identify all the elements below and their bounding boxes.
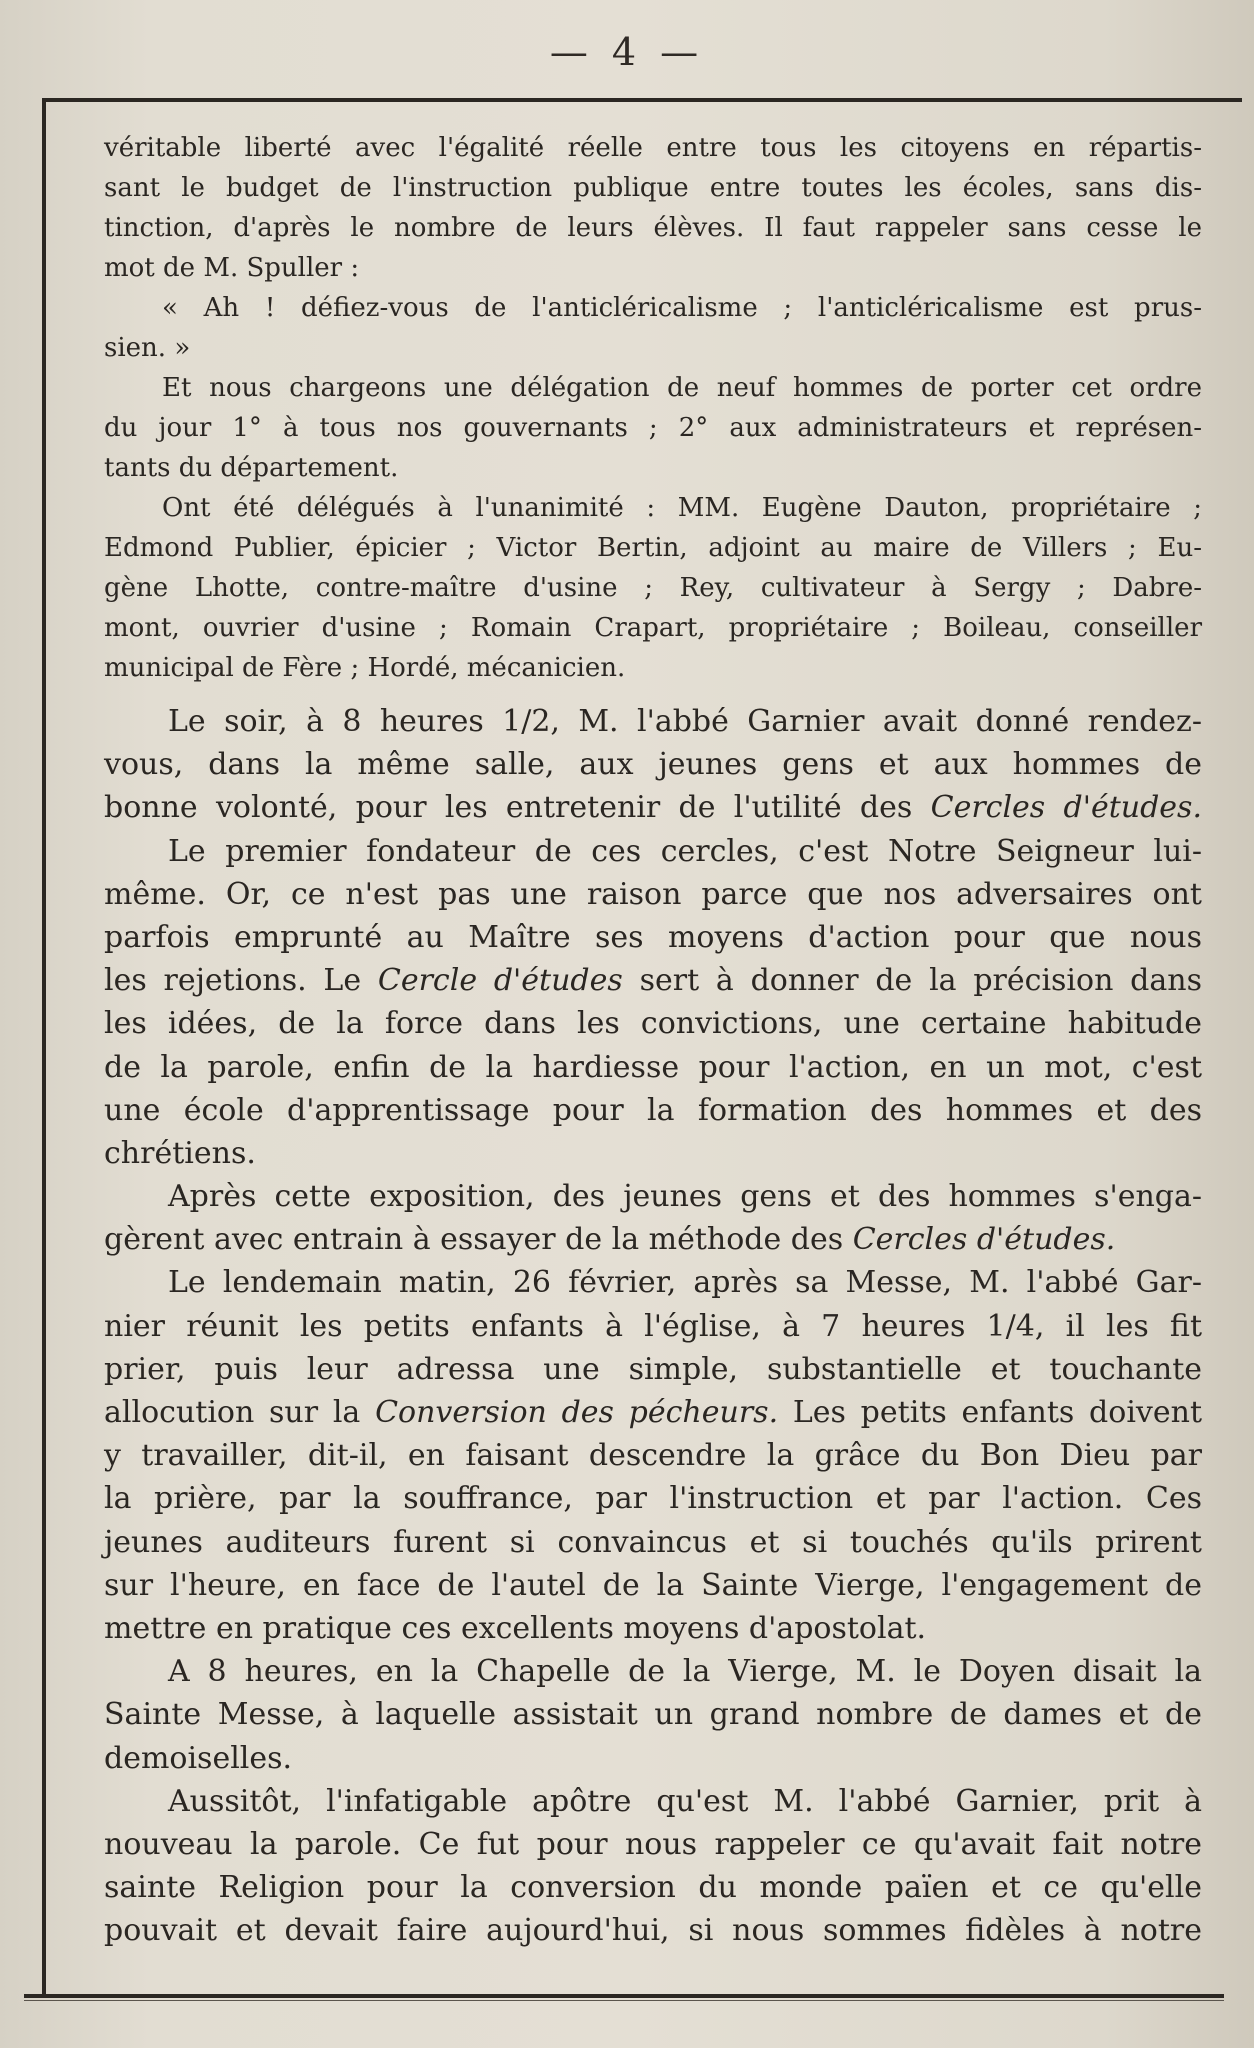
text-line: « Ah ! défiez-vous de l'anticléricalisme ; l'anticléricalisme est prus- xyxy=(162,293,1202,323)
text-line: sur l'heure, en face de l'autel de la Sainte Vierge, l'engagement de xyxy=(104,1567,1202,1603)
text-line: Le lendemain matin, 26 février, après sa Messe, M. l'abbé Gar- xyxy=(168,1265,1202,1301)
text-line: Sainte Messe, à laquelle assistait un grand nombre de dames et de xyxy=(104,1697,1202,1733)
frame-left-rule xyxy=(42,98,46,1996)
text-line: Le premier fondateur de ces cercles, c'est Notre Seigneur lui- xyxy=(168,833,1202,869)
text-line: la prière, par la souffrance, par l'instruction et par l'action. Ces xyxy=(104,1481,1202,1517)
text-line: Edmond Publier, épicier ; Victor Bertin, adjoint au maire de Villers ; Eu- xyxy=(104,533,1202,563)
text-line: véritable liberté avec l'égalité réelle entre tous les citoyens en répartis- xyxy=(104,133,1202,163)
text-line: mettre en pratique ces excellents moyens d'apostolat. xyxy=(104,1610,927,1646)
text-line: mont, ouvrier d'usine ; Romain Crapart, propriétaire ; Boileau, conseiller xyxy=(104,613,1202,643)
text-line: pouvait et devait faire aujourd'hui, si nous sommes fidèles à notre xyxy=(104,1913,1202,1949)
frame-bottom-rule-thin xyxy=(24,2000,1224,2001)
text-line: chrétiens. xyxy=(104,1135,256,1171)
text-line: tants du département. xyxy=(104,453,399,483)
text-line: du jour 1° à tous nos gouvernants ; 2° aux administrateurs et représen- xyxy=(104,413,1202,443)
text-line: demoiselles. xyxy=(104,1740,293,1776)
text-line: Et nous chargeons une délégation de neuf hommes de porter cet ordre xyxy=(162,373,1202,403)
text-run: bonne volonté, pour les entretenir de l'utilité des xyxy=(104,790,913,826)
text-line: y travailler, dit-il, en faisant descendre la grâce du Bon Dieu par xyxy=(104,1438,1202,1474)
text-line: les idées, de la force dans les convictions, une certaine habitude xyxy=(104,1006,1202,1042)
text-line: mot de M. Spuller : xyxy=(104,253,360,283)
text-run-italic: Cercles d'études. xyxy=(852,1222,1116,1258)
frame-top-rule xyxy=(42,98,1242,102)
report-block xyxy=(104,700,1202,1952)
text-run: Les petits enfants doivent xyxy=(792,1395,1203,1430)
text-line: sainte Religion pour la conversion du monde païen et ce qu'elle xyxy=(104,1870,1202,1906)
paragraph-gap xyxy=(104,688,1202,700)
text-run-italic: Conversion des pécheurs. xyxy=(375,1395,779,1430)
text-line: municipal de Fère ; Hordé, mécanicien. xyxy=(104,653,626,683)
text-run: les rejetions. Le xyxy=(104,963,362,999)
text-run-italic: Cercles d'études. xyxy=(930,790,1202,826)
page-number: — 4 — xyxy=(549,30,705,74)
text-line: A 8 heures, en la Chapelle de la Vierge, M. le Doyen disait la xyxy=(168,1654,1202,1690)
text-line: parfois emprunté au Maître ses moyens d'action pour que nous xyxy=(104,919,1202,955)
text-line: sien. » xyxy=(104,333,191,363)
text-line: une école d'apprentissage pour la formation des hommes et des xyxy=(104,1092,1202,1128)
resolution-block xyxy=(104,128,1202,688)
text-line: vous, dans la même salle, aux jeunes gens et aux hommes de xyxy=(104,747,1202,783)
text-line xyxy=(104,1218,1202,1261)
text-line: nier réunit les petits enfants à l'église, à 7 heures 1/4, il les fit xyxy=(104,1308,1202,1344)
text-run: sert à donner de la précision dans xyxy=(639,963,1202,999)
text-line xyxy=(104,786,1202,829)
text-line: Ont été délégués à l'unanimité : MM. Eugène Dauton, propriétaire ; xyxy=(162,493,1202,523)
text-line: jeunes auditeurs furent si convaincus et si touchés qu'ils prirent xyxy=(104,1524,1202,1560)
text-line: de la parole, enfin de la hardiesse pour l'action, en un mot, c'est xyxy=(104,1049,1202,1085)
text-run-italic: Cercle d'études xyxy=(377,963,623,999)
text-line: nouveau la parole. Ce fut pour nous rappeler ce qu'avait fait notre xyxy=(104,1826,1202,1862)
text-line xyxy=(104,959,1202,1002)
text-line: gène Lhotte, contre-maître d'usine ; Rey, cultivateur à Sergy ; Dabre- xyxy=(104,573,1202,603)
text-run: allocution sur la xyxy=(104,1395,361,1430)
text-line: sant le budget de l'instruction publique entre toutes les écoles, sans dis- xyxy=(104,173,1202,203)
text-line: Le soir, à 8 heures 1/2, M. l'abbé Garnier avait donné rendez- xyxy=(168,704,1202,739)
text-line: prier, puis leur adressa une simple, substantielle et touchante xyxy=(104,1351,1202,1387)
text-line: Après cette exposition, des jeunes gens et des hommes s'enga- xyxy=(168,1179,1202,1215)
text-line xyxy=(104,1391,1202,1434)
frame-bottom-rule xyxy=(24,1994,1224,1998)
text-line: tinction, d'après le nombre de leurs élèves. Il faut rappeler sans cesse le xyxy=(104,213,1202,243)
text-run: gèrent avec entrain à essayer de la méthode des xyxy=(104,1222,844,1258)
text-line: Aussitôt, l'infatigable apôtre qu'est M. l'abbé Garnier, prit à xyxy=(168,1783,1202,1819)
text-line: même. Or, ce n'est pas une raison parce que nos adversaires ont xyxy=(104,876,1202,912)
body-text xyxy=(104,128,1202,1952)
